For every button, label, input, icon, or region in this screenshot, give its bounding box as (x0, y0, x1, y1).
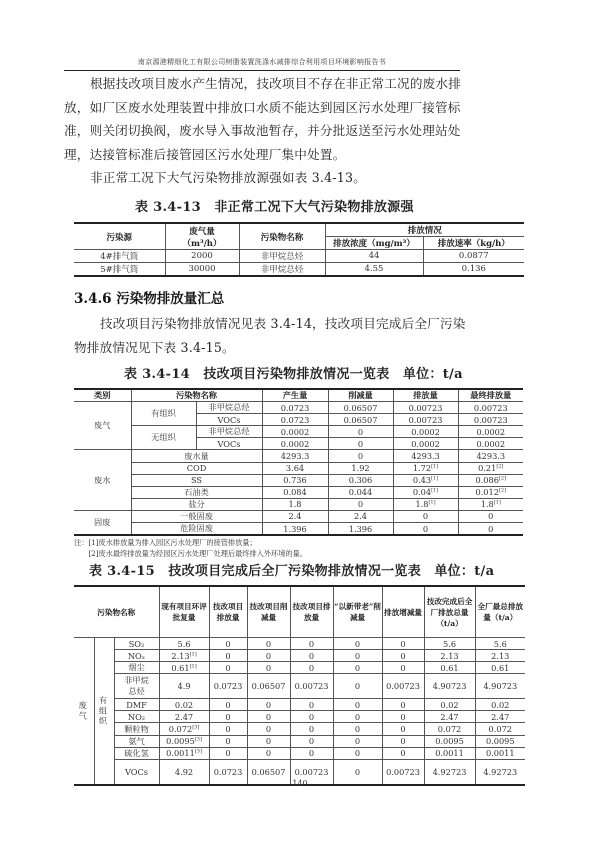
cell-name: DMF (114, 699, 159, 711)
footnote-ref: [2] (498, 475, 507, 482)
footnote-ref: [3] (194, 748, 202, 755)
cell-rate: 0.136 (423, 263, 524, 277)
cell-emitted (393, 474, 458, 486)
cell-name: 非甲烷总烃 (114, 674, 159, 699)
table-14 (74, 388, 523, 536)
cell-reduced: 2.4 (328, 510, 393, 522)
cell-c3: 0 (247, 662, 290, 674)
value: 0.0011 (166, 748, 195, 759)
table-13 (74, 222, 524, 277)
cell-name: 氨气 (114, 735, 159, 747)
header-pollutant: 污染物名称 (74, 586, 159, 638)
cell-pollutant: 非甲烷总烃 (239, 250, 325, 263)
cell-c5: 0 (333, 759, 382, 785)
cell-c4: 0 (290, 735, 333, 747)
cell-c7: 2.13 (424, 650, 475, 662)
group-organized: 有组织 (94, 638, 114, 785)
group-solid: 固废 (74, 510, 131, 535)
footnote-ref: [2] (496, 463, 504, 470)
cell-final: 0.00723 (458, 402, 523, 414)
cell-c8: 0.61 (475, 662, 525, 674)
cell-c4: 0 (290, 711, 333, 723)
cell-c5: 0 (333, 662, 382, 674)
value: 0.43 (412, 475, 432, 486)
footnote-ref: [2] (498, 487, 507, 494)
paragraph-text: 技改项目污染物排放情况见表 3.4-14，技改项目完成后全厂污染物排放情况见下表 3.4-15。 (74, 316, 466, 355)
cell-final (458, 486, 523, 498)
cell-source: 5#排气筒 (74, 263, 165, 277)
cell-rate: 0.0877 (423, 250, 524, 263)
cell-c4: 0 (290, 699, 333, 711)
group-gas: 废气 (74, 638, 94, 785)
cell-c6: 0.00723 (382, 759, 424, 785)
paragraph-summary (74, 312, 469, 359)
cell-reduced: 0.06507 (328, 402, 393, 414)
header-change: 排放增减量 (382, 586, 424, 638)
header-produced: 产生量 (262, 389, 328, 402)
cell-produced: 1.396 (262, 523, 328, 536)
cell-c3: 0 (247, 735, 290, 747)
cell-reduced: 1.396 (328, 523, 393, 536)
cell-c8: 4.92723 (475, 759, 525, 785)
header-final: 最终排放量 (458, 389, 523, 402)
cell-reduced: 1.92 (328, 462, 393, 474)
table-row (74, 498, 523, 510)
cell-c3: 0.06507 (247, 674, 290, 699)
cell-c3: 0 (247, 638, 290, 650)
cell-c6: 0 (382, 735, 424, 747)
cell-final (458, 462, 523, 474)
table-14-notes (74, 538, 307, 559)
table-row (74, 674, 525, 699)
cell-name: VOCs (196, 438, 262, 450)
cell-c4: 0.00723 (290, 759, 333, 785)
cell-c2: 0 (209, 735, 247, 747)
cell-produced: 0.084 (262, 486, 328, 498)
cell-c2: 0.0723 (209, 674, 247, 699)
table-row (74, 747, 525, 759)
cell-existing (159, 638, 209, 650)
cell-existing (159, 711, 209, 723)
cell-existing (159, 674, 209, 699)
cell-c8: 0.0095 (475, 735, 525, 747)
cell-final: 0 (458, 523, 523, 536)
header-project-emitted: 技改项目排放量 (290, 586, 333, 638)
value: 0.61 (171, 662, 190, 673)
value: 5.6 (177, 638, 191, 649)
cell-c3: 0 (247, 711, 290, 723)
cell-gas-volume: 30000 (165, 263, 239, 277)
table-15 (74, 585, 525, 786)
cell-c8: 2.47 (475, 711, 525, 723)
header-gas-volume-unit: （m³/h） (182, 238, 222, 249)
cell-c7: 4.90723 (424, 674, 475, 699)
cell-c8: 4.90723 (475, 674, 525, 699)
cell-name: 硫化氢 (114, 747, 159, 759)
table-row (74, 486, 523, 498)
cell-c2: 0 (209, 638, 247, 650)
table-row (74, 250, 524, 263)
value: 0.086 (475, 475, 499, 486)
cell-c8: 0.02 (475, 699, 525, 711)
cell-final: 0 (458, 510, 523, 522)
cell-name: NOₓ (114, 650, 159, 662)
header-gas-volume (165, 223, 239, 250)
cell-final (458, 450, 523, 462)
cell-c6: 0 (382, 650, 424, 662)
table-14-caption: 表 3.4-14 技改项目污染物排放情况一览表 单位：t/a (124, 367, 463, 382)
cell-existing (159, 650, 209, 662)
group-water: 废水 (74, 450, 131, 510)
header-plant-total: 全厂最总排放量（t/a） (475, 586, 525, 638)
cell-c3: 0 (247, 699, 290, 711)
footnote-ref: [1] (431, 475, 439, 482)
cell-name: 石油类 (131, 486, 262, 498)
cell-emitted (393, 486, 458, 498)
cell-name: NO₂ (114, 711, 159, 723)
cell-final (458, 498, 523, 510)
footnote-ref: [3] (192, 724, 200, 731)
cell-existing (159, 723, 209, 735)
table-row (74, 474, 523, 486)
value: 0.02 (174, 699, 194, 710)
cell-reduced: 0.044 (328, 486, 393, 498)
group-gas: 废气 (74, 402, 131, 450)
cell-name: SO₂ (114, 638, 159, 650)
value: 0.0095 (166, 736, 195, 747)
cell-c8: 0.0011 (475, 747, 525, 759)
cell-final (458, 474, 523, 486)
cell-c2: 0 (209, 699, 247, 711)
table-row (74, 510, 523, 522)
header-source: 污染源 (74, 223, 165, 250)
cell-c5: 0 (333, 711, 382, 723)
cell-c8: 5.6 (475, 638, 525, 650)
table-15-caption: 表 3.4-15 技改项目完成后全厂污染物排放情况一览表 单位：t/a (89, 564, 495, 579)
footnote-ref: [1] (431, 487, 439, 494)
cell-c7: 0.072 (424, 723, 475, 735)
cell-c5: 0 (333, 674, 382, 699)
cell-c6: 0 (382, 699, 424, 711)
note-line: 注：[1]废水排放量为排入园区污水处理厂的接管排放量； (74, 538, 257, 547)
cell-final: 0.0002 (458, 438, 523, 450)
cell-c3: 0.06507 (247, 759, 290, 785)
cell-c4: 0 (290, 747, 333, 759)
cell-c2: 0 (209, 723, 247, 735)
table-row (74, 402, 523, 414)
table-row (74, 426, 523, 438)
value: 4.9 (177, 681, 191, 692)
value: 4.92 (174, 766, 194, 777)
cell-existing (159, 747, 209, 759)
cell-c6: 0 (382, 747, 424, 759)
paragraph-wastewater (64, 72, 464, 166)
table-row (74, 638, 525, 650)
cell-name: COD (131, 462, 262, 474)
cell-emitted (393, 450, 458, 462)
cell-name: 非甲烷总烃 (196, 426, 262, 438)
header-reduced: 削减量 (328, 389, 393, 402)
cell-c5: 0 (333, 735, 382, 747)
cell-final: 0.00723 (458, 414, 523, 426)
cell-name: 烟尘 (114, 662, 159, 674)
footnote-ref: [1] (189, 650, 197, 657)
cell-reduced: 0.306 (328, 474, 393, 486)
cell-produced: 4293.3 (262, 450, 328, 462)
header-old-reduction: “以新带老”削减量 (333, 586, 382, 638)
value: 1.72 (412, 463, 432, 474)
section-heading: 3.4.6 污染物排放量汇总 (74, 291, 225, 307)
cell-existing (159, 735, 209, 747)
cell-produced: 0.0002 (262, 426, 328, 438)
cell-c6: 0 (382, 723, 424, 735)
value: 0.21 (478, 463, 497, 474)
paragraph-text: 根据技改项目废水产生情况，技改项目不存在非正常工况的废水排放，如厂区废水处理装置中排放口水质不能达到园区污水处理厂接管标准，则关闭切换阀，废水导入事故池暂存，并分批返送至污水处理站处理，达接管标准后接管园区污水处理厂集中处置。 (64, 76, 462, 162)
table-15-body (74, 638, 525, 785)
cell-source: 4#排气筒 (74, 250, 165, 263)
cell-c2: 0 (209, 662, 247, 674)
cell-concentration: 4.55 (325, 263, 423, 277)
cell-c7: 5.6 (424, 638, 475, 650)
page-number: 140 (292, 779, 308, 788)
cell-c7: 4.92723 (424, 759, 475, 785)
cell-c5: 0 (333, 638, 382, 650)
cell-c2: 0 (209, 747, 247, 759)
header-gas-volume-label: 废气量 (189, 226, 215, 237)
cell-name: 危险固废 (131, 523, 262, 536)
cell-pollutant: 非甲烷总烃 (239, 263, 325, 277)
running-header: 南京源港精细化工有限公司树脂装置洗涤水减排综合利用项目环境影响报告书 (137, 58, 387, 66)
cell-produced: 0.0002 (262, 438, 328, 450)
cell-produced: 3.64 (262, 462, 328, 474)
header-pollutant: 污染物名称 (131, 389, 262, 402)
cell-c3: 0 (247, 747, 290, 759)
cell-gas-volume: 2000 (165, 250, 239, 263)
value: 4293.3 (411, 451, 440, 462)
value: 0.04 (412, 487, 432, 498)
table-row (74, 699, 525, 711)
cell-c7: 0.0095 (424, 735, 475, 747)
paragraph-text: 非正常工况下大气污染物排放源强如表 3.4-13。 (90, 170, 366, 185)
cell-produced: 2.4 (262, 510, 328, 522)
footnote-ref: [1] (431, 463, 439, 470)
cell-c8: 0.072 (475, 723, 525, 735)
cell-c4: 0.00723 (290, 674, 333, 699)
cell-name: VOCs (196, 414, 262, 426)
cell-c2: 0 (209, 650, 247, 662)
cell-reduced: 0 (328, 498, 393, 510)
header-category: 类别 (74, 389, 131, 402)
cell-c6: 0 (382, 711, 424, 723)
cell-c6: 0 (382, 638, 424, 650)
value: 1.8 (480, 499, 494, 510)
table-row (74, 450, 523, 462)
header-project-reduction: 技改项目削减量 (247, 586, 290, 638)
cell-c7: 0.0011 (424, 747, 475, 759)
table-row (74, 723, 525, 735)
cell-reduced: 0 (328, 438, 393, 450)
cell-c4: 0 (290, 650, 333, 662)
cell-name: 盐分 (131, 498, 262, 510)
cell-name: 非甲烷总烃 (196, 402, 262, 414)
paragraph-intro-table-13 (64, 166, 464, 190)
cell-emitted: 0 (393, 510, 458, 522)
value: 2.13 (171, 650, 190, 661)
table-row (74, 462, 523, 474)
header-divider (64, 70, 460, 71)
cell-c6: 0.00723 (382, 674, 424, 699)
cell-c3: 0 (247, 723, 290, 735)
cell-name: 一般固废 (131, 510, 262, 522)
group-unorganized: 无组织 (131, 426, 196, 450)
cell-c7: 0.02 (424, 699, 475, 711)
cell-emitted: 0.0002 (393, 438, 458, 450)
header-pollutant: 污染物名称 (239, 223, 325, 250)
cell-name: SS (131, 474, 262, 486)
cell-emitted: 0.00723 (393, 414, 458, 426)
cell-c5: 0 (333, 650, 382, 662)
cell-emitted (393, 498, 458, 510)
cell-reduced: 0 (328, 450, 393, 462)
header-emission: 排放情况 (325, 223, 524, 237)
value: 1.8 (415, 499, 429, 510)
header-existing: 现有项目环评批复量 (159, 586, 209, 638)
footnote-ref: [1] (189, 663, 197, 669)
cell-c7: 0.61 (424, 662, 475, 674)
header-emitted: 排放量 (393, 389, 458, 402)
header-rate: 排放速率（kg/h） (423, 237, 524, 250)
cell-c8: 2.13 (475, 650, 525, 662)
cell-emitted: 0 (393, 523, 458, 536)
cell-produced: 1.8 (262, 498, 328, 510)
cell-c3: 0 (247, 650, 290, 662)
cell-c5: 0 (333, 747, 382, 759)
value: 0.072 (168, 724, 193, 735)
cell-existing (159, 699, 209, 711)
cell-c6: 0 (382, 662, 424, 674)
cell-produced: 0.0723 (262, 414, 328, 426)
cell-name: 颗粒物 (114, 723, 159, 735)
cell-reduced: 0.06507 (328, 414, 393, 426)
value: 2.47 (174, 711, 194, 722)
cell-final: 0.0002 (458, 426, 523, 438)
cell-c2: 0 (209, 711, 247, 723)
value: 0.012 (475, 487, 499, 498)
table-13-caption: 表 3.4-13 非正常工况下大气污染物排放源强 (135, 200, 414, 215)
note-line: [2]废水最终排放量为经园区污水处理厂处理后最终排入外环境的量。 (74, 548, 307, 558)
table-row (74, 523, 523, 536)
footnote-ref: [3] (194, 736, 202, 743)
cell-c5: 0 (333, 723, 382, 735)
footnote-ref: [1] (428, 499, 436, 506)
cell-emitted (393, 462, 458, 474)
cell-concentration: 44 (325, 250, 423, 263)
table-row (74, 711, 525, 723)
cell-c4: 0 (290, 723, 333, 735)
cell-existing (159, 662, 209, 674)
cell-c2: 0.0723 (209, 759, 247, 785)
header-total-after: 技改完成后全厂排放总量（t/a） (424, 586, 475, 638)
header-concentration: 排放浓度（mg/m³） (325, 237, 423, 250)
table-row (74, 263, 524, 277)
cell-name: VOCs (114, 759, 159, 785)
cell-c4: 0 (290, 638, 333, 650)
cell-name: 废水量 (131, 450, 262, 462)
group-organized: 有组织 (131, 402, 196, 426)
table-row (74, 735, 525, 747)
cell-reduced: 0 (328, 426, 393, 438)
table-row (74, 662, 525, 674)
cell-produced: 0.0723 (262, 402, 328, 414)
cell-emitted: 0.00723 (393, 402, 458, 414)
value: 4293.3 (476, 451, 506, 462)
footnote-ref: [1] (493, 499, 501, 506)
header-project-emission: 技改项目排放量 (209, 586, 247, 638)
table-row (74, 650, 525, 662)
cell-emitted: 0.0002 (393, 426, 458, 438)
cell-c7: 2.47 (424, 711, 475, 723)
cell-produced: 0.736 (262, 474, 328, 486)
cell-c4: 0 (290, 662, 333, 674)
cell-c5: 0 (333, 699, 382, 711)
